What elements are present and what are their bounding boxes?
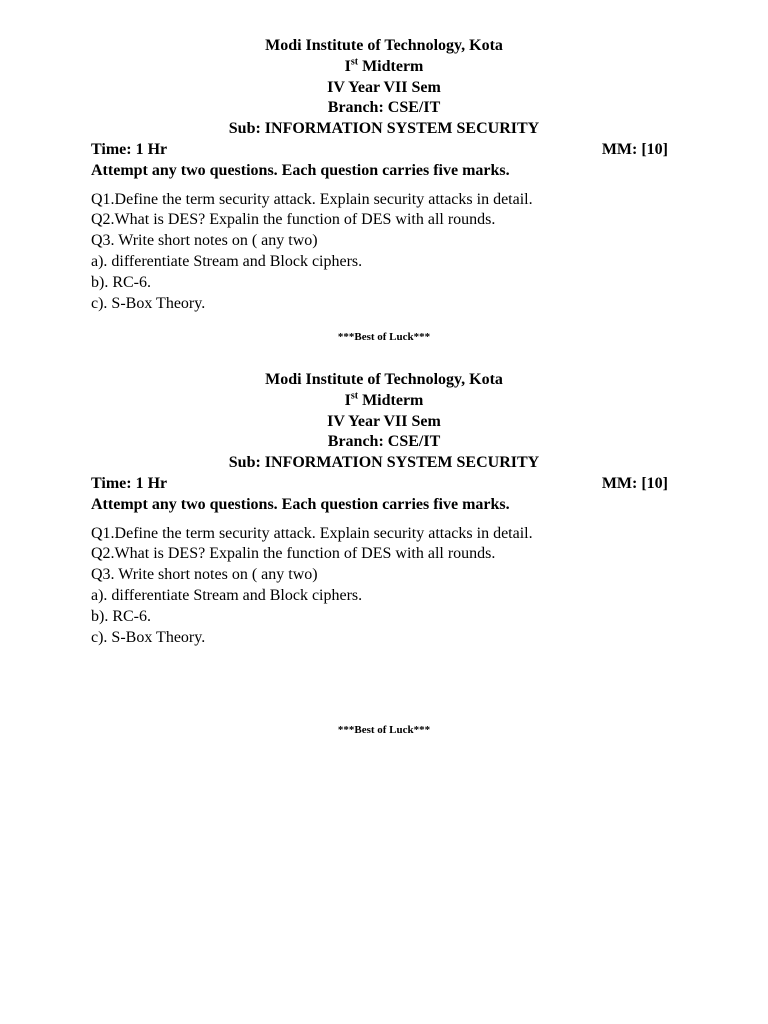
closing-note: ***Best of Luck*** xyxy=(337,331,431,344)
exam-name: Midterm xyxy=(362,391,424,409)
question-list xyxy=(91,190,768,315)
exam-paper-1 xyxy=(0,36,768,355)
branch: Branch: CSE/IT xyxy=(327,99,441,117)
question-item: c). S-Box Theory. xyxy=(91,294,206,312)
question-item: Q2.What is DES? Expalin the function of DES with all rounds. xyxy=(91,211,496,229)
exam-ordinal: I xyxy=(344,57,351,75)
exam-paper-2 xyxy=(0,370,768,748)
question-item: Q3. Write short notes on ( any two) xyxy=(91,566,318,584)
question-item: b). RC-6. xyxy=(91,273,151,291)
exam-time: Time: 1 Hr xyxy=(91,140,168,158)
institute-name: Modi Institute of Technology, Kota xyxy=(265,371,503,388)
closing-note: ***Best of Luck*** xyxy=(337,724,431,737)
time-marks-row xyxy=(91,474,668,495)
exam-time: Time: 1 Hr xyxy=(91,474,168,492)
question-item: Q2.What is DES? Expalin the function of DES with all rounds. xyxy=(91,545,496,563)
question-item: c). S-Box Theory. xyxy=(91,628,206,646)
max-marks: MM: [10] xyxy=(601,140,668,158)
question-item: a). differentiate Stream and Block ciphers. xyxy=(91,252,363,270)
year-semester: IV Year VII Sem xyxy=(327,412,441,430)
subject: Sub: INFORMATION SYSTEM SECURITY xyxy=(228,454,540,472)
year-semester: IV Year VII Sem xyxy=(327,78,441,96)
instruction: Attempt any two questions. Each question carries five marks. xyxy=(91,495,510,513)
question-item: a). differentiate Stream and Block ciphers. xyxy=(91,586,363,604)
question-item: Q1.Define the term security attack. Explain security attacks in detail. xyxy=(91,190,533,208)
exam-ordinal-suffix: st xyxy=(350,56,359,68)
exam-title xyxy=(0,391,768,412)
exam-name: Midterm xyxy=(362,57,424,75)
question-item: b). RC-6. xyxy=(91,607,151,625)
exam-ordinal: I xyxy=(344,391,351,409)
question-list xyxy=(91,524,768,649)
instruction: Attempt any two questions. Each question carries five marks. xyxy=(91,161,510,179)
subject: Sub: INFORMATION SYSTEM SECURITY xyxy=(228,120,540,138)
question-item: Q1.Define the term security attack. Explain security attacks in detail. xyxy=(91,524,533,542)
exam-ordinal-suffix: st xyxy=(350,390,359,402)
branch: Branch: CSE/IT xyxy=(327,433,441,451)
time-marks-row xyxy=(91,140,668,161)
question-item: Q3. Write short notes on ( any two) xyxy=(91,232,318,250)
max-marks: MM: [10] xyxy=(601,474,668,492)
exam-title xyxy=(0,57,768,78)
institute-name: Modi Institute of Technology, Kota xyxy=(265,37,503,54)
